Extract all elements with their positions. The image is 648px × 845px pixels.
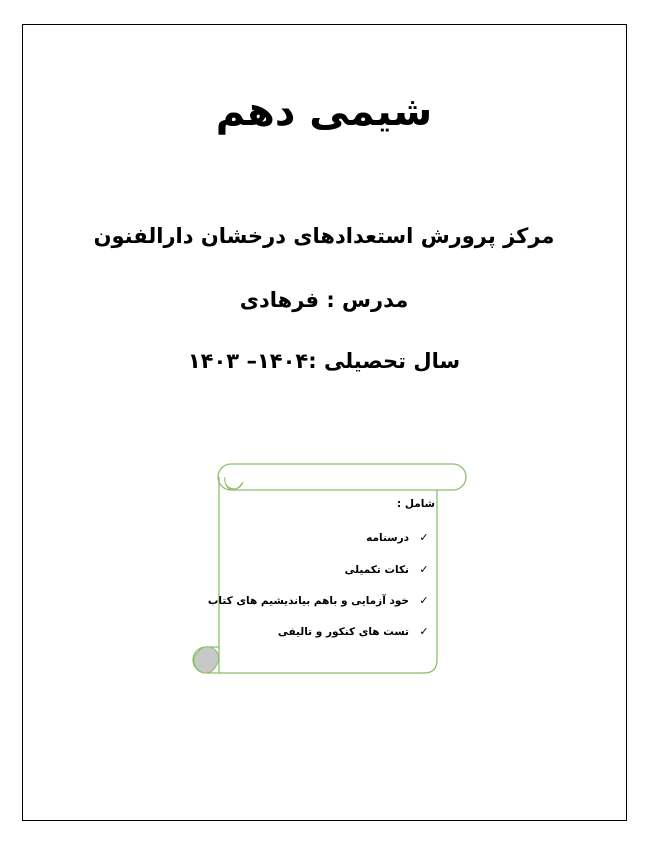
list-item-label: نکات تکمیلی	[344, 563, 409, 576]
checkmark-icon: ✓	[419, 594, 429, 607]
list-item	[278, 625, 433, 638]
contents-label: شامل :	[397, 498, 435, 510]
list-item	[208, 594, 433, 607]
teacher-name: مدرس : فرهادی	[239, 288, 409, 312]
list-item-label: خود آزمایی و باهم بیاندیشیم های کتاب	[207, 594, 409, 607]
checkmark-icon: ✓	[419, 625, 429, 638]
document-title: شیمی دهم	[215, 89, 433, 135]
school-year: سال تحصیلی :۱۴۰۴– ۱۴۰۳	[187, 349, 461, 373]
list-item-label: درسنامه	[366, 531, 409, 544]
top-curl	[225, 477, 243, 490]
center-name: مرکز پرورش استعدادهای درخشان دارالفنون	[93, 224, 555, 248]
list-item-label: تست های کنکور و تالیفی	[277, 625, 409, 638]
checkmark-icon: ✓	[419, 531, 429, 544]
checkmark-icon: ✓	[419, 563, 429, 576]
list-item	[366, 531, 433, 544]
list-item	[345, 563, 433, 576]
